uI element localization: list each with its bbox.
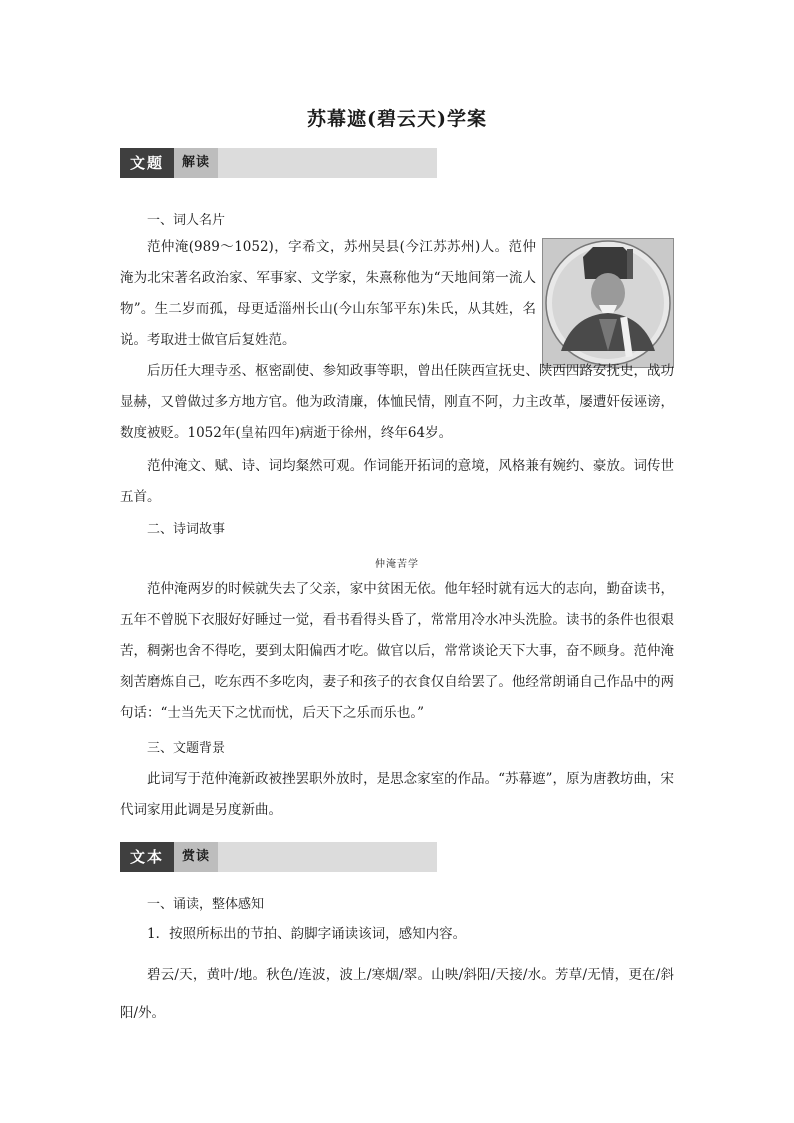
- heading-shi-ci-gu-shi: 二、诗词故事: [147, 522, 226, 537]
- banner-dark-label: 文本: [120, 842, 174, 872]
- heading-ci-ren-ming-pian: 一、词人名片: [147, 213, 226, 228]
- portrait-image: [542, 238, 674, 368]
- heading-song-du: 一、诵读，整体感知: [147, 897, 265, 912]
- task-item-1: 1．按照所标出的节拍、韵脚字诵读该词，感知内容。: [147, 926, 467, 942]
- paragraph-background: 此词写于范仲淹新政被挫罢职外放时，是思念家室的作品。“苏幕遮”，原为唐教坊曲，宋代词家用此调是另度新曲。: [120, 771, 674, 818]
- section-banner-wenti: [120, 148, 437, 178]
- paragraph-story: 范仲淹两岁的时候就失去了父亲，家中贫困无依。他年轻时就有远大的志向，勤奋读书，五年不曾脱下衣服好好睡过一觉，看书看得头昏了，常常用冷水冲头洗脸。读书的条件也很艰苦，稠粥也舍不得吃，要到太阳偏西才吃。做官以后，常常谈论天下大事，奋不顾身。范仲淹刻苦磨炼自己，吃东西不多吃肉，妻子和孩子的衣食仅自给罢了。他经常朗诵自己作品中的两句话：“士当先天下之忧而忧，后天下之乐而乐也。”: [120, 581, 674, 721]
- paragraph-works: 范仲淹文、赋、诗、词均粲然可观。作词能开拓词的意境，风格兼有婉约、豪放。词传世五首。: [120, 458, 674, 505]
- portrait-figure-icon: [543, 239, 673, 367]
- section-banner-wenben: [120, 842, 437, 872]
- paragraph-intro: 范仲淹(989～1052)，字希文，苏州吴县(今江苏苏州)人。范仲淹为北宋著名政治家、军事家、文学家，朱熹称他为“天地间第一流人物”。生二岁而孤，母更适淄州长山(今山东邹平东)朱氏，从其姓，名说。考取进士做官后复姓范。: [120, 239, 536, 348]
- heading-wen-ti-bei-jing: 三、文题背景: [147, 741, 226, 756]
- story-title: 仲淹苦学: [375, 559, 419, 570]
- paragraph-career: 后历任大理寺丞、枢密副使、参知政事等职，曾出任陕西宣抚史、陕西四路安抚史，战功显赫，又曾做过多方地方官。他为政清廉，体恤民情，刚直不阿，力主改革，屡遭奸佞诬谤，数度被贬。1052年(皇祐四年)病逝于徐州，终年64岁。: [120, 363, 674, 441]
- banner-light-label: 赏读: [174, 842, 218, 872]
- poem-text: 碧云/天，黄叶/地。秋色/连波，波上/寒烟/翠。山映/斜阳/天接/水。芳草/无情，更在/斜阳/外。: [120, 967, 674, 1021]
- banner-dark-label: 文题: [120, 148, 174, 178]
- page-title: 苏幕遮(碧云天)学案: [307, 108, 487, 130]
- banner-light-label: 解读: [174, 148, 218, 178]
